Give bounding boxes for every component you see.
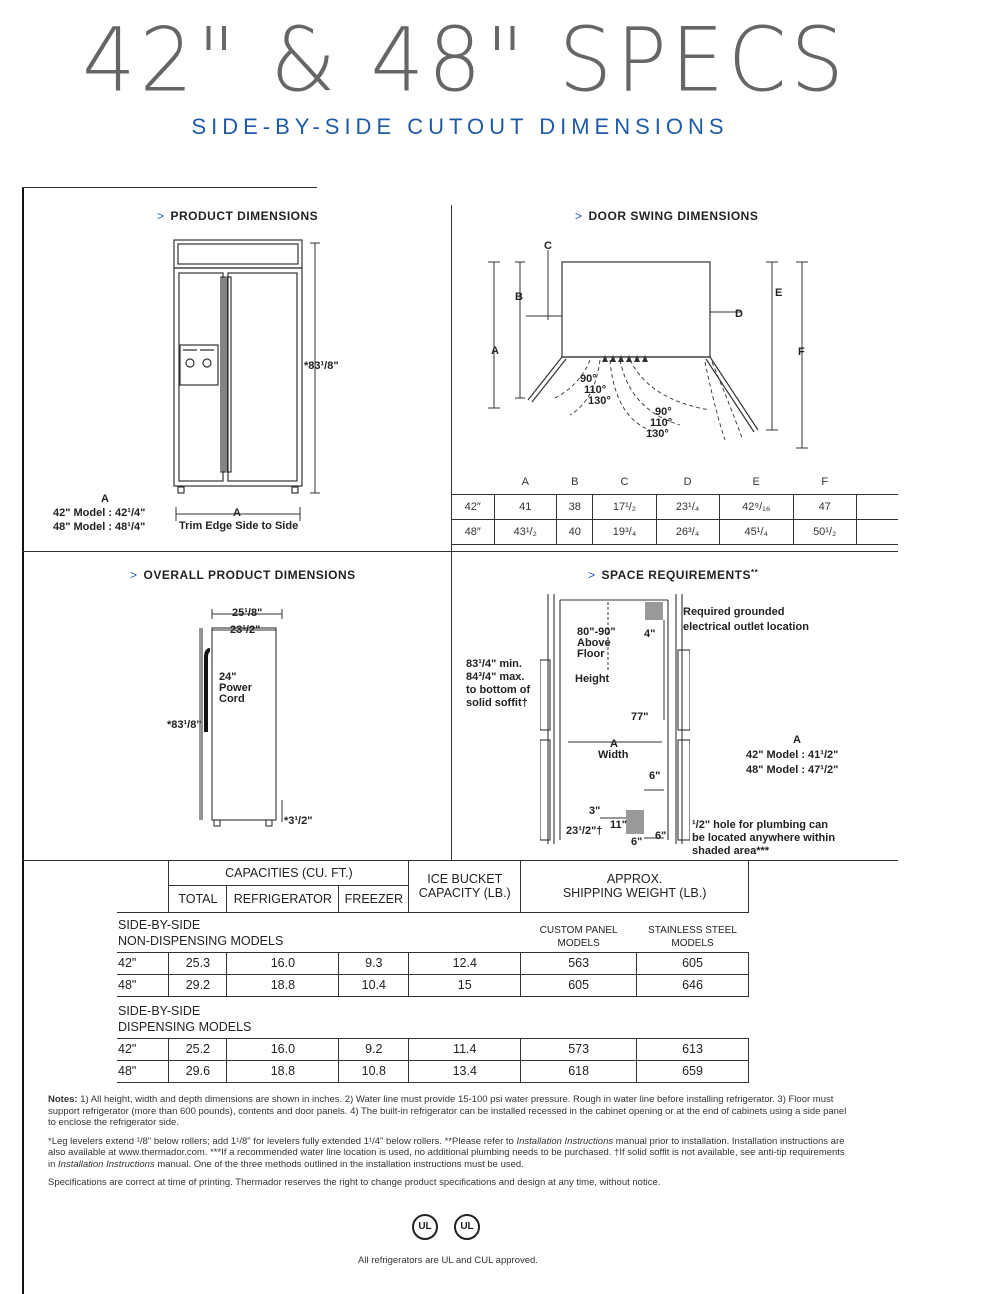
swing-cell: 47 <box>793 495 856 520</box>
swing-letter-e: E <box>775 287 783 299</box>
swing-cell: 26³/₄ <box>656 520 719 545</box>
cap-stainless: 659 <box>637 1060 749 1082</box>
swing-letter-c: C <box>544 240 552 252</box>
swing-cell: 38 <box>557 495 593 520</box>
ul-logo: UL <box>412 1214 438 1240</box>
cap-refrigerator: 18.8 <box>227 974 339 996</box>
outlet-label-2: electrical outlet location <box>683 621 809 633</box>
plumbing-1: ¹/2" hole for plumbing can <box>692 819 828 831</box>
above-floor-2: Above <box>577 637 611 649</box>
table-row <box>452 495 898 520</box>
swing-row-label: 42″ <box>452 495 494 520</box>
group-name-non-dispensing: SIDE-BY-SIDE NON-DISPENSING MODELS <box>118 917 284 948</box>
power-cord-3: Cord <box>219 693 245 705</box>
space-model-48: 48" Model : 47¹/2" <box>746 764 839 776</box>
space-six-a: 6" <box>649 770 661 782</box>
space-a-letter: A <box>793 734 801 746</box>
cap-refrigerator: 18.8 <box>227 1060 339 1082</box>
cap-size: 48" <box>117 974 169 996</box>
swing-cell: 19³/₄ <box>593 520 656 545</box>
overall-height: *83¹/8" <box>167 719 202 731</box>
approval-text: All refrigerators are UL and CUL approved. <box>358 1255 538 1266</box>
capacities-table <box>117 861 749 1083</box>
notes-paragraph-2: *Leg levelers extend ¹/8" below rollers; add 1¹/8" for levelers fully extended 1¹/4" below rollers. **Please refer to Installation Instructions manual prior to installation. Installation instructions are also available at www.thermador.com. ***If a recommended water line location is used, no additional plumbing needs to be purchased. †If solid soffit is not available, see anti-tip requirements in Installation Instructions manual. One of the three methods outlined in the installation instructions must be used. <box>48 1135 845 1170</box>
above-floor-3: Floor <box>577 648 605 660</box>
swing-cell: 40 <box>557 520 593 545</box>
product-model-42: 42" Model : 42¹/4" <box>53 507 146 519</box>
swing-cell: 45¹/₄ <box>719 520 793 545</box>
top-border <box>22 187 317 188</box>
ice-bucket-header: ICE BUCKET CAPACITY (LB.) <box>409 861 521 912</box>
cap-stainless: 605 <box>637 952 749 974</box>
cap-ice: 11.4 <box>409 1038 521 1060</box>
cap-size: 42" <box>117 1038 169 1060</box>
col-freezer: FREEZER <box>339 886 409 913</box>
notes <box>48 1094 848 1196</box>
space-four: 4" <box>644 628 656 640</box>
space-seventy-seven: 77" <box>631 711 649 723</box>
table-row <box>117 952 749 974</box>
table-row <box>117 1038 749 1060</box>
notes-paragraph-1: Notes: 1) All height, width and depth dimensions are shown in inches. 2) Water line must provide 15-100 psi water pressure. Rough in water line before installing refrigerator. 3) Floor must support refrigerator (more than 600 pounds), contents and door panels. 4) The built-in refrigerator can be installed recessed in the cabinet opening or at the end of cabinets using a side panel to enclose the refrigerator side. <box>48 1094 847 1129</box>
swing-angle-left-90: 90° <box>580 373 597 385</box>
horizontal-divider <box>22 551 898 552</box>
swing-header-b: B <box>571 476 579 488</box>
space-width-letter: A <box>610 738 618 750</box>
swing-cell: 23¹/₄ <box>656 495 719 520</box>
cap-size: 48" <box>117 1060 169 1082</box>
capacities-group-header: CAPACITIES (CU. FT.) <box>169 861 409 886</box>
product-width-letter: A <box>101 493 109 505</box>
cap-ice: 12.4 <box>409 952 521 974</box>
swing-cell: 42⁹/₁₆ <box>719 495 793 520</box>
swing-letter-f: F <box>798 346 805 358</box>
group-name-dispensing: SIDE-BY-SIDE DISPENSING MODELS <box>118 1003 252 1034</box>
product-model-48: 48" Model : 48¹/4" <box>53 521 146 533</box>
space-six-c: 6" <box>655 830 667 842</box>
swing-header-c: C <box>620 476 629 488</box>
cap-size: 42" <box>117 952 169 974</box>
soffit-4: solid soffit† <box>466 697 528 709</box>
space-eleven: 11" <box>610 819 627 831</box>
swing-angle-right-130: 130° <box>646 428 669 440</box>
table-row <box>117 1060 749 1082</box>
swing-cell: 50¹/₂ <box>793 520 856 545</box>
overall-bottom: *3¹/2" <box>284 815 313 827</box>
soffit-3: to bottom of <box>466 684 531 696</box>
trim-label: Trim Edge Side to Side <box>179 520 299 532</box>
col-refrigerator: REFRIGERATOR <box>227 886 339 913</box>
swing-cell: 17¹/₂ <box>593 495 656 520</box>
overall-dimensions-title: > OVERALL PRODUCT DIMENSIONS <box>130 568 356 582</box>
cap-custom: 573 <box>521 1038 637 1060</box>
space-height: Height <box>575 673 610 685</box>
cap-freezer: 10.4 <box>339 974 409 996</box>
soffit-2: 84³/4" max. <box>466 671 525 683</box>
cap-total: 25.2 <box>169 1038 227 1060</box>
swing-letter-b: B <box>515 291 523 303</box>
cap-freezer: 10.8 <box>339 1060 409 1082</box>
swing-row-label: 48″ <box>452 520 494 545</box>
cap-custom: 605 <box>521 974 637 996</box>
stainless-header: STAINLESS STEEL MODELS <box>648 924 737 949</box>
swing-header-d: D <box>683 476 692 488</box>
space-three: 3" <box>589 805 601 817</box>
power-cord-2: Power <box>219 682 253 694</box>
cap-refrigerator: 16.0 <box>227 1038 339 1060</box>
space-width: Width <box>598 749 629 761</box>
cul-logo: UL <box>454 1214 480 1240</box>
table-row <box>117 974 749 996</box>
plumbing-2: be located anywhere within <box>692 832 836 844</box>
custom-panel-header: CUSTOM PANEL MODELS <box>539 924 618 949</box>
table-row <box>452 520 898 545</box>
cap-custom: 563 <box>521 952 637 974</box>
power-cord-1: 24" <box>219 671 237 683</box>
cap-total: 29.2 <box>169 974 227 996</box>
cap-ice: 15 <box>409 974 521 996</box>
cap-custom: 618 <box>521 1060 637 1082</box>
swing-angle-left-130: 130° <box>588 395 611 407</box>
col-total: TOTAL <box>169 886 227 913</box>
cap-total: 29.6 <box>169 1060 227 1082</box>
space-model-42: 42" Model : 41¹/2" <box>746 749 839 761</box>
shipping-weight-header: APPROX. SHIPPING WEIGHT (LB.) <box>521 861 749 912</box>
swing-header-f: F <box>821 476 829 488</box>
page-title: 42" & 48" SPECS <box>82 8 848 112</box>
swing-cell: 43¹/₂ <box>494 520 557 545</box>
swing-letter-a: A <box>491 345 499 357</box>
plumbing-3: shaded area*** <box>692 845 770 857</box>
outlet-label-1: Required grounded <box>683 606 785 618</box>
space-six-b: 6" <box>631 836 643 848</box>
space-requirements-title: > SPACE REQUIREMENTS** <box>588 568 759 582</box>
swing-angle-left-110: 110° <box>584 384 607 396</box>
trim-letter: A <box>233 507 241 519</box>
cap-stainless: 646 <box>637 974 749 996</box>
swing-angle-right-110: 110° <box>650 417 673 429</box>
above-floor-1: 80"-90" <box>577 626 616 638</box>
overall-depth-inner: 23¹/2" <box>230 624 261 636</box>
swing-header-a: A <box>521 476 529 488</box>
cap-refrigerator: 16.0 <box>227 952 339 974</box>
product-dimensions-title: > PRODUCT DIMENSIONS <box>157 209 319 223</box>
door-swing-header-row <box>452 470 898 495</box>
space-twenty-three: 23¹/2"† <box>566 825 603 837</box>
product-height-label: *83¹/8" <box>304 360 339 372</box>
cap-total: 25.3 <box>169 952 227 974</box>
door-swing-title: > DOOR SWING DIMENSIONS <box>575 209 759 223</box>
swing-cell: 41 <box>494 495 557 520</box>
left-border <box>22 187 24 1294</box>
soffit-1: 83¹/4" min. <box>466 658 522 670</box>
cap-stainless: 613 <box>637 1038 749 1060</box>
cap-freezer: 9.2 <box>339 1038 409 1060</box>
page-subtitle: SIDE-BY-SIDE CUTOUT DIMENSIONS <box>191 114 729 139</box>
swing-letter-d: D <box>735 308 743 320</box>
swing-header-e: E <box>752 476 760 488</box>
swing-angle-right-90: 90° <box>655 406 672 418</box>
door-swing-table <box>452 470 898 545</box>
product-dimensions-diagram <box>150 235 360 535</box>
cap-ice: 13.4 <box>409 1060 521 1082</box>
overall-depth-outer: 25¹/8" <box>232 607 263 619</box>
notes-paragraph-3: Specifications are correct at time of printing. Thermador reserves the right to change product specifications and design at any time, without notice. <box>48 1177 661 1189</box>
cap-freezer: 9.3 <box>339 952 409 974</box>
